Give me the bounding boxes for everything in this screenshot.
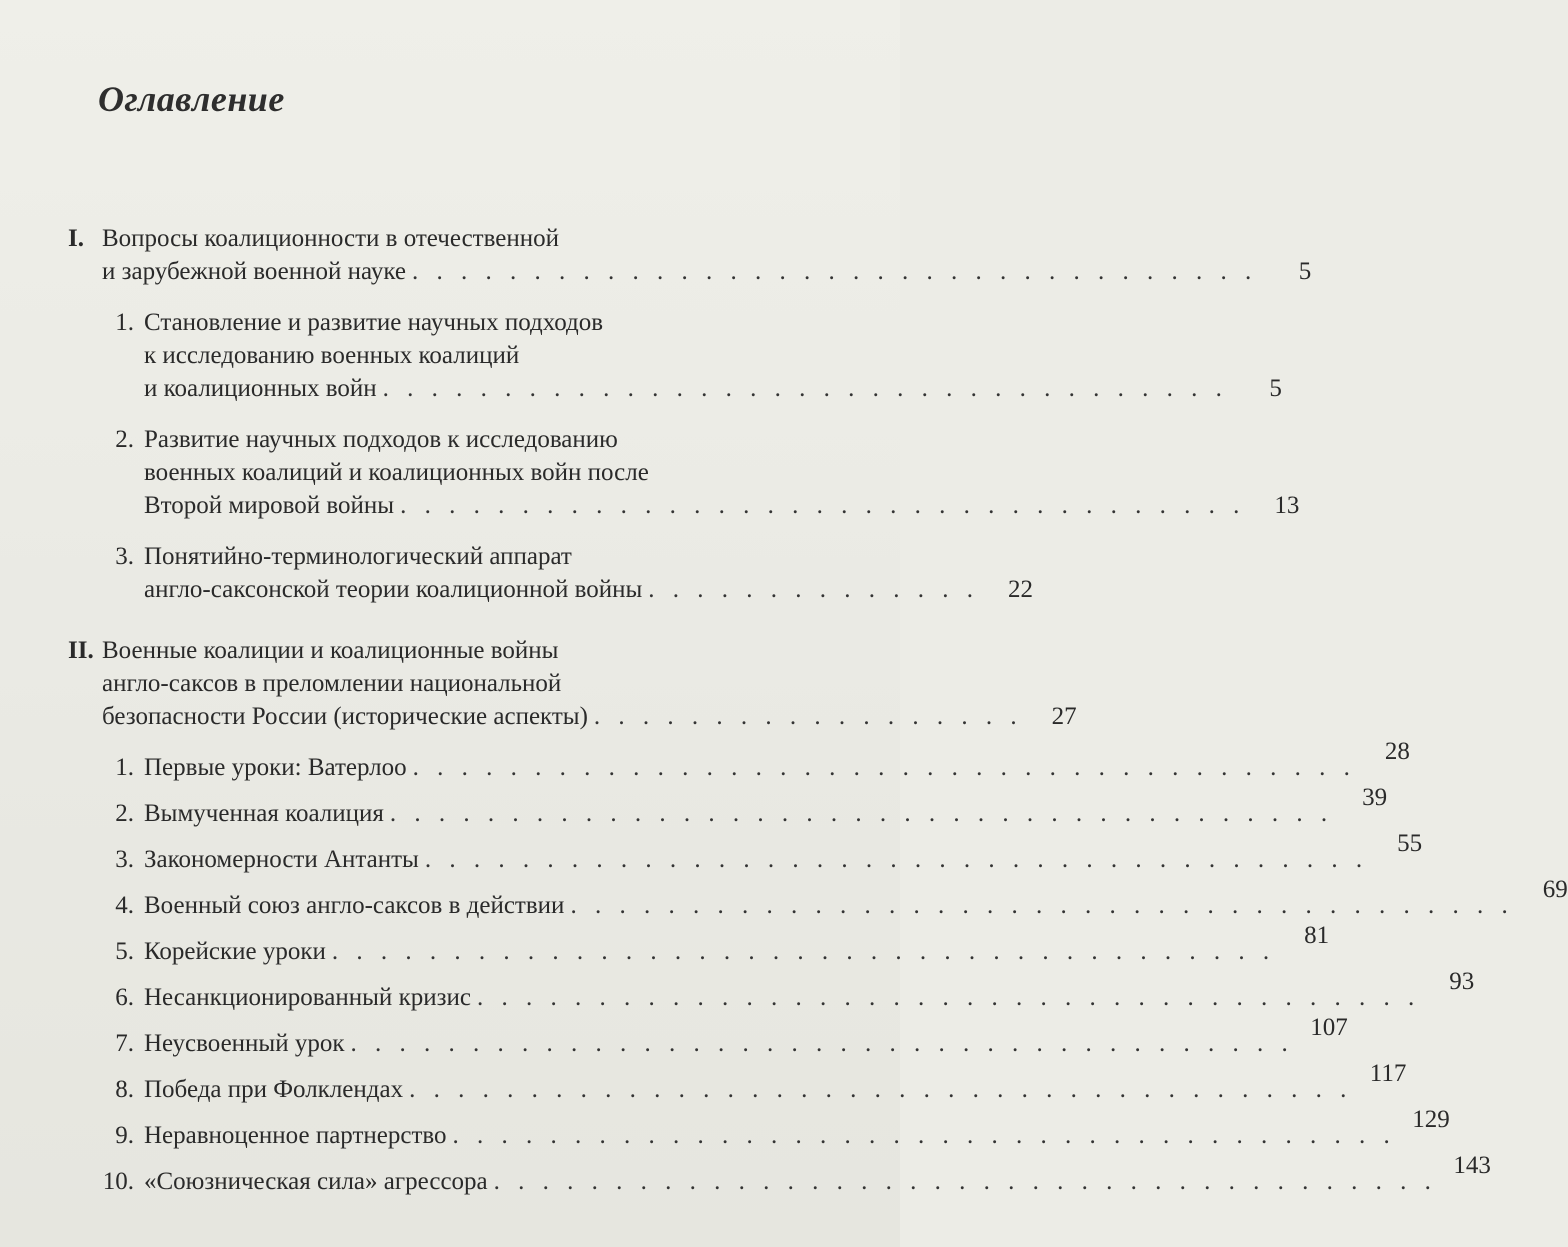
section-title-line: Понятийно-терминологический аппарат [144, 543, 572, 570]
section-title-line: и коалиционных войн [144, 375, 377, 402]
leader-dots: . . . . . . . . . . . . . . . . . . . . . . . . . . . . . . . . . . . [382, 375, 1228, 402]
section-number: 3. [115, 846, 134, 873]
toc-entry [102, 876, 1568, 922]
page-number: 5 [1269, 375, 1282, 402]
section-title-line: Первые уроки: Ватерлоо [144, 754, 407, 781]
section-number: 4. [115, 892, 134, 919]
page-number: 107 [1310, 1014, 1348, 1041]
toc-entry [102, 306, 1282, 405]
part-title-line: англо-саксов в преломлении национальной [102, 670, 562, 697]
toc-entry [102, 922, 1330, 968]
section-title-line: Развитие научных подходов к исследованию [144, 426, 618, 453]
toc-entry [102, 968, 1475, 1014]
section-title-line: Неусвоенный урок [144, 1030, 345, 1057]
part-title-line: Военные коалиции и коалиционные войны [102, 637, 559, 664]
section-title-line: Закономерности Антанты [144, 846, 419, 873]
section-title-line: Второй мировой войны [144, 492, 395, 519]
leader-dots: . . . . . . . . . . . . . . . . . . . . . . . . . . . . . . . . . . . . . . . [570, 892, 1514, 919]
table-of-contents [68, 222, 1568, 1198]
page-number: 39 [1362, 784, 1388, 811]
section-title-line: англо-саксонской теории коалиционной войны [144, 576, 643, 603]
section-number: 1. [115, 309, 134, 336]
section-title-line: Вымученная коалиция [144, 800, 384, 827]
section-title-line: «Союзническая сила» агрессора [144, 1168, 488, 1195]
part-title-line: и зарубежной военной науке [102, 258, 406, 285]
page-title: Оглавление [98, 79, 285, 119]
toc-entry [102, 1106, 1450, 1152]
page-number: 27 [1051, 703, 1077, 730]
leader-dots: . . . . . . . . . . . . . . . . . . [593, 703, 1023, 730]
leader-dots: . . . . . . . . . . . . . . . . . . . . . . . . . . . . . . . . . . . [400, 492, 1246, 519]
leader-dots: . . . . . . . . . . . . . . [648, 576, 980, 603]
section-title-line: к исследованию военных коалиций [144, 342, 520, 369]
page-number: 69 [1542, 876, 1568, 903]
part-title-line: безопасности России (исторические аспекты) [102, 703, 588, 730]
section-title-line: Становление и развитие научных подходов [144, 309, 604, 336]
section-number: 3. [115, 543, 134, 570]
section-number: 2. [115, 800, 134, 827]
toc-entry [102, 1060, 1407, 1106]
section-title-line: Неравноценное партнерство [144, 1122, 447, 1149]
leader-dots: . . . . . . . . . . . . . . . . . . . . . . . . . . . . . . . . . . . . . . . [493, 1168, 1437, 1195]
section-title-line: Несанкционированный кризис [144, 984, 471, 1011]
toc-entry [102, 784, 1388, 830]
part-title-line: Вопросы коалиционности в отечественной [102, 225, 559, 252]
page-number: 28 [1384, 738, 1410, 765]
part-number: I. [68, 225, 84, 252]
page-number: 143 [1453, 1152, 1491, 1179]
section-title-line: Победа при Фолклендах [144, 1076, 404, 1103]
toc-part-1 [68, 222, 1312, 606]
leader-dots: . . . . . . . . . . . . . . . . . . . . . . . . . . . . . . . . . . . . . . . [331, 938, 1276, 965]
toc-entry [102, 1152, 1491, 1198]
leader-dots: . . . . . . . . . . . . . . . . . . . . . . . . . . . . . . . . . . . . . . . [389, 800, 1334, 827]
part-number: II. [68, 637, 94, 664]
section-number: 7. [115, 1030, 134, 1057]
leader-dots: . . . . . . . . . . . . . . . . . . . . . . . . . . . . . . . . . . . . . . . [424, 846, 1369, 873]
leader-dots: . . . . . . . . . . . . . . . . . . . . . . . . . . . . . . . . . . . . . . . [412, 754, 1356, 781]
page-number: 5 [1298, 258, 1312, 285]
page-number: 129 [1412, 1106, 1450, 1133]
page-number: 22 [1008, 576, 1034, 603]
page-number: 55 [1397, 830, 1423, 857]
section-number: 5. [115, 938, 134, 965]
page-number: 13 [1274, 492, 1300, 519]
page-number: 93 [1449, 968, 1475, 995]
toc-entry [102, 738, 1410, 784]
toc-entry [102, 423, 1300, 522]
section-title-line: Корейские уроки [144, 938, 326, 965]
leader-dots: . . . . . . . . . . . . . . . . . . . . . . . . . . . . . . . . . . . . . . . [409, 1076, 1353, 1103]
leader-dots: . . . . . . . . . . . . . . . . . . . . . . . . . . . . . . . . . . . . . . . [476, 984, 1421, 1011]
section-number: 10. [102, 1168, 134, 1195]
section-number: 6. [115, 984, 134, 1011]
leader-dots: . . . . . . . . . . . . . . . . . . . . . . . . . . . . . . . . . . . . . . . [452, 1122, 1396, 1149]
leader-dots: . . . . . . . . . . . . . . . . . . . . . . . . . . . . . . . . . . . . . . . [350, 1030, 1294, 1057]
toc-entry [102, 830, 1423, 876]
section-number: 9. [115, 1122, 134, 1149]
page-number: 117 [1369, 1060, 1407, 1087]
section-title-line: Военный союз англо-саксов в действии [144, 892, 565, 919]
section-number: 2. [115, 426, 134, 453]
section-number: 1. [115, 754, 134, 781]
toc-part-2 [68, 634, 1568, 1198]
section-number: 8. [115, 1076, 134, 1103]
toc-entry [102, 1014, 1348, 1060]
section-title-line: военных коалиций и коалиционных войн после [144, 459, 649, 486]
leader-dots: . . . . . . . . . . . . . . . . . . . . . . . . . . . . . . . . . . . [411, 258, 1258, 285]
toc-entry [102, 540, 1034, 606]
page-number: 81 [1304, 922, 1330, 949]
